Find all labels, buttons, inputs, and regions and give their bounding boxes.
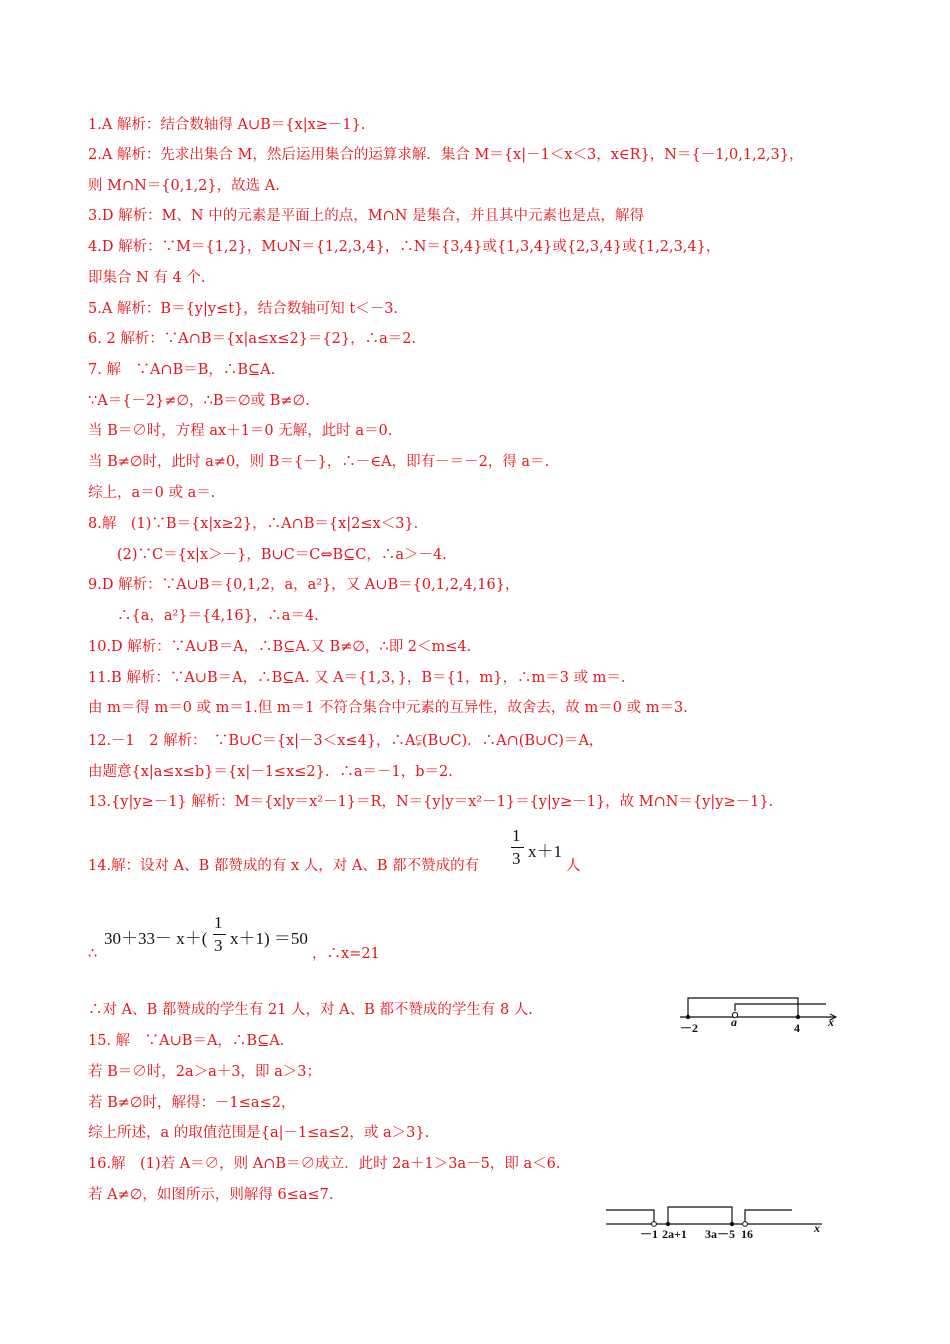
answer-7-line3: 当 B＝∅时，方程 ax＋1＝0 无解，此时 a＝0. bbox=[88, 423, 393, 439]
interval-left bbox=[606, 1210, 654, 1224]
answer-6: 6. 2 解析：∵A∩B＝{x|a≤x≤2}＝{2}，∴a＝2. bbox=[88, 331, 417, 347]
answer-7: 7. 解 ∵A∩B＝B，∴B⊆A. bbox=[88, 362, 276, 378]
label-x: x bbox=[828, 1015, 834, 1029]
answer-16-line2: 若 A≠∅，如图所示，则解得 6≤a≤7. bbox=[88, 1187, 334, 1203]
frac14-bar bbox=[511, 847, 524, 848]
answer-7-line4: 当 B≠∅时，此时 a≠0，则 B＝{－}，∴－∈A，即有－＝－2，得 a＝. bbox=[88, 454, 550, 470]
label-3a-minus-5: 3a－5 bbox=[705, 1227, 736, 1241]
answer-5: 5.A 解析：B＝{y|y≤t}，结合数轴可知 t＜－3. bbox=[88, 301, 399, 317]
answer-10: 10.D 解析：∵A∪B＝A，∴B⊆A.又 B≠∅，∴即 2＜m≤4. bbox=[88, 639, 472, 655]
label-a: a bbox=[731, 1015, 737, 1029]
answer-7-line5: 综上，a＝0 或 a＝. bbox=[88, 485, 216, 501]
answer-15-line3: 若 B≠∅时，解得：－1≤a≤2， bbox=[88, 1095, 296, 1111]
label-16: 16 bbox=[741, 1227, 753, 1241]
eq14-frac-den: 3 bbox=[214, 936, 223, 955]
label-x: x bbox=[814, 1221, 820, 1235]
answer-16: 16.解 (1)若 A＝∅，则 A∩B＝∅成立．此时 2a＋1＞3a－5，即 a＜6. bbox=[88, 1156, 561, 1172]
eq14-left: 30＋33－ x＋( bbox=[104, 929, 208, 948]
point-2a-plus-1 bbox=[666, 1222, 670, 1226]
point-minus2 bbox=[686, 1015, 690, 1019]
answer-12-cont: 由题意{x|a≤x≤b}＝{x|－1≤x≤2}．∴a＝－1，b＝2. bbox=[88, 764, 453, 780]
label-2a-plus-1: 2a+1 bbox=[662, 1227, 687, 1241]
label-minus2: －2 bbox=[680, 1021, 699, 1034]
answer-9: 9.D 解析：∵A∪B＝{0,1,2，a，a²}，又 A∪B＝{0,1,2,4,16}， bbox=[88, 577, 520, 593]
point-16 bbox=[743, 1222, 748, 1227]
interval-right bbox=[745, 1210, 792, 1224]
answer-8: 8.解 (1)∵B＝{x|x≥2}，∴A∩B＝{x|2≤x＜3}. bbox=[88, 516, 419, 532]
answer-15: 15. 解 ∵A∪B＝A，∴B⊆A. bbox=[88, 1033, 285, 1049]
answer-4: 4.D 解析：∵M＝{1,2}，M∪N＝{1,2,3,4}，∴N＝{3,4}或{1,3,4}或{2,3,4}或{1,2,3,4}， bbox=[88, 239, 721, 255]
eq14-rest: x＋1) ＝50 bbox=[230, 929, 308, 948]
point-3a-minus-5 bbox=[730, 1222, 734, 1226]
answer-8-part2: (2)∵C＝{x|x＞－}，B∪C＝C⇔B⊆C，∴a＞－4. bbox=[88, 547, 447, 563]
frac14-numerator: 1 bbox=[512, 826, 521, 845]
frac14-rest: x＋1 bbox=[528, 842, 562, 861]
answer-11-cont: 由 m＝得 m＝0 或 m＝1.但 m＝1 不符合集合中元素的互异性，故舍去，故 m＝0 或 m＝3. bbox=[88, 700, 688, 716]
answer-3: 3.D 解析：M、N 中的元素是平面上的点，M∩N 是集合，并且其中元素也是点，解得 bbox=[88, 208, 645, 224]
answer-9-cont: ∴{a，a²}＝{4,16}，∴a＝4. bbox=[88, 608, 319, 624]
interval-bracket-b bbox=[688, 998, 798, 1017]
answer-2-cont: 则 M∩N＝{0,1,2}，故选 A. bbox=[88, 178, 280, 194]
number-line-q16 bbox=[600, 1202, 830, 1242]
point-minus1 bbox=[652, 1222, 657, 1227]
interval-bracket-c bbox=[735, 1004, 826, 1011]
answer-14-conclusion: ∴对 A、B 都赞成的学生有 21 人，对 A、B 都不赞成的学生有 8 人. bbox=[88, 1002, 533, 1018]
answer-14: 14.解：设对 A、B 都赞成的有 x 人，对 A、B 都不赞成的有 bbox=[88, 858, 480, 874]
answer-1: 1.A 解析：结合数轴得 A∪B＝{x|x≥－1}. bbox=[88, 117, 366, 133]
answer-4-cont: 即集合 N 有 4 个. bbox=[88, 270, 206, 286]
frac14-denominator: 3 bbox=[512, 849, 521, 868]
answer-14-result: ，∴x=21 bbox=[312, 946, 380, 962]
answer-14-person: 人 bbox=[566, 858, 581, 874]
eq14-frac-num: 1 bbox=[214, 913, 223, 932]
answer-14-therefore: ∴ bbox=[88, 946, 98, 962]
answer-13: 13.{y|y≥－1} 解析：M＝{x|y＝x²－1}＝R，N＝{y|y＝x²－1}＝{y|y≥－1}，故 M∩N＝{y|y≥－1}. bbox=[88, 794, 774, 810]
answer-15-line4: 综上所述，a 的取值范围是{a|－1≤a≤2，或 a＞3}. bbox=[88, 1125, 430, 1141]
label-minus1: －1 bbox=[640, 1227, 659, 1241]
point-4 bbox=[796, 1015, 800, 1019]
answer-11: 11.B 解析：∵A∪B＝A，∴B⊆A. 又 A＝{1,3，}，B＝{1，m}，∴m＝3 或 m＝. bbox=[88, 670, 626, 686]
answer-7-line2: ∵A＝{－2}≠∅，∴B＝∅或 B≠∅. bbox=[88, 393, 310, 409]
answer-15-line2: 若 B＝∅时，2a＞a＋3，即 a＞3； bbox=[88, 1064, 321, 1080]
label-4: 4 bbox=[794, 1021, 800, 1034]
eq14-frac-bar bbox=[213, 934, 226, 935]
answer-2: 2.A 解析：先求出集合 M，然后运用集合的运算求解．集合 M＝{x|－1＜x＜3，x∈R}，N＝{－1,0,1,2,3}， bbox=[88, 147, 804, 163]
answer-12: 12.－1 2 解析： ∵B∪C＝{x|－3＜x≤4}，∴A⫋(B∪C)．∴A∩(B∪C)＝A， bbox=[88, 733, 604, 749]
interval-a bbox=[668, 1207, 732, 1224]
number-line-q15 bbox=[676, 992, 846, 1034]
